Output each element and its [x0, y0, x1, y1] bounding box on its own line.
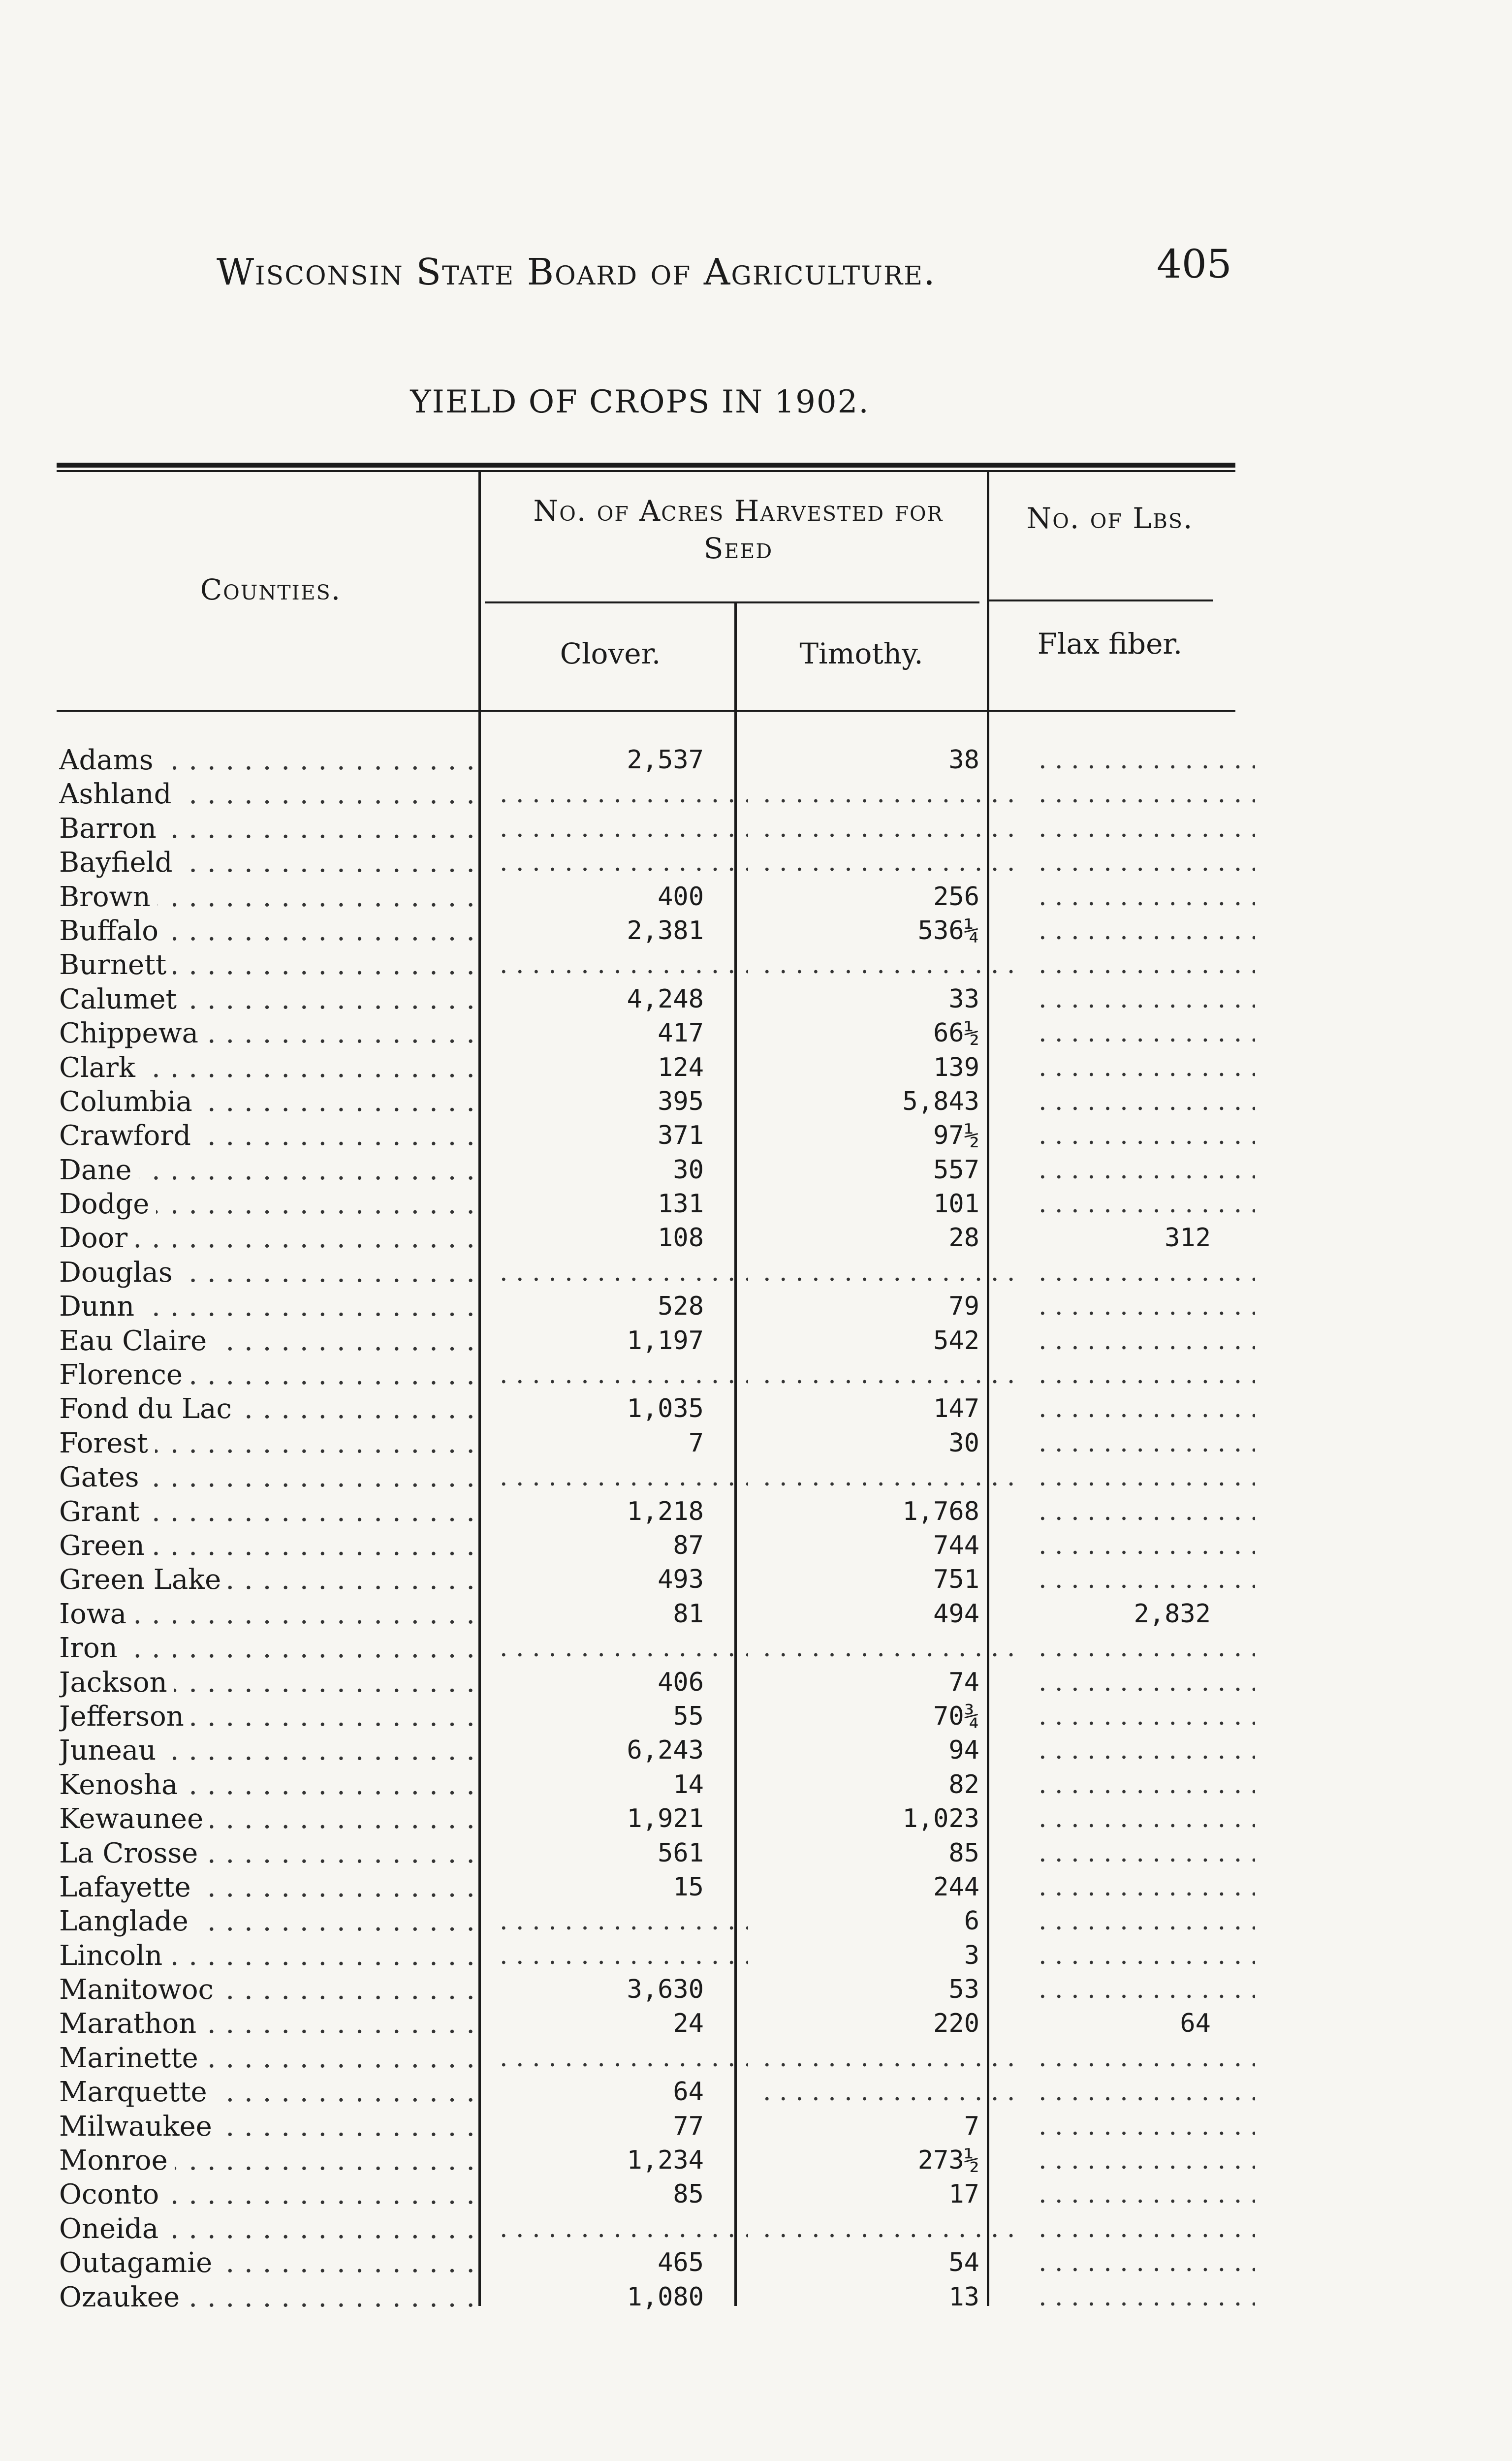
county-name: Oconto	[59, 2178, 166, 2210]
clover-value: 3,630	[627, 1975, 704, 2005]
table-row	[59, 1358, 1255, 1392]
clover-value: 400	[658, 882, 704, 912]
county-cell	[59, 914, 482, 948]
clover-value: 6,243	[627, 1735, 704, 1766]
running-head: Wisconsin State Board of Agriculture.	[217, 251, 936, 293]
timothy-value: 30	[948, 1428, 979, 1458]
table-row	[59, 2144, 1255, 2177]
timothy-value	[756, 2212, 1024, 2246]
timothy-value: 79	[948, 1292, 979, 1322]
county-name: Jefferson	[59, 1701, 191, 1733]
timothy-value: 244	[933, 1872, 979, 1902]
timothy-value: 273½	[917, 2145, 979, 2176]
timothy-value	[756, 1460, 1024, 1494]
county-name: Grant	[59, 1496, 146, 1528]
county-name: Crawford	[59, 1120, 198, 1152]
county-name: Green	[59, 1530, 152, 1562]
flax-value	[1031, 1392, 1255, 1426]
flax-value	[1031, 2144, 1255, 2177]
timothy-value: 1,023	[902, 1804, 979, 1834]
flax-value	[1031, 1802, 1255, 1836]
flax-value	[1031, 1563, 1255, 1597]
timothy-value: 6	[964, 1906, 979, 1936]
timothy-value: 53	[948, 1975, 979, 2005]
clover-value: 1,218	[627, 1496, 704, 1526]
clover-value: 371	[658, 1121, 704, 1151]
county-cell	[59, 1016, 482, 1050]
county-cell	[59, 1426, 482, 1460]
table-row	[59, 1495, 1255, 1529]
table-row	[59, 2246, 1255, 2280]
county-name: Florence	[59, 1359, 189, 1391]
clover-value: 1,080	[627, 2282, 704, 2312]
clover-value: 124	[658, 1052, 704, 1082]
county-name: Forest	[59, 1427, 155, 1459]
county-name: Gates	[59, 1461, 146, 1493]
flax-value	[1031, 1119, 1255, 1153]
county-cell	[59, 2280, 482, 2314]
flax-value	[1031, 1529, 1255, 1563]
timothy-value	[756, 1256, 1024, 1290]
timothy-value: 256	[933, 882, 979, 912]
flax-value	[1031, 1358, 1255, 1392]
timothy-value: 5,843	[902, 1086, 979, 1116]
clover-value: 417	[658, 1018, 704, 1048]
county-name: Ashland	[59, 778, 178, 810]
flax-value	[1031, 1153, 1255, 1187]
county-cell	[59, 1734, 482, 1767]
flax-value	[1031, 2280, 1255, 2314]
county-name: Outagamie	[59, 2247, 219, 2279]
county-cell	[59, 1187, 482, 1221]
timothy-value: 33	[948, 984, 979, 1014]
clover-value: 14	[673, 1769, 704, 1799]
county-cell	[59, 2110, 482, 2144]
county-name: Kenosha	[59, 1769, 185, 1801]
county-cell	[59, 1939, 482, 1973]
flax-value	[1031, 1016, 1255, 1050]
clover-value: 7	[688, 1428, 704, 1458]
table-row	[59, 1734, 1255, 1767]
clover-value: 87	[673, 1530, 704, 1560]
table-row	[59, 2075, 1255, 2109]
timothy-value: 557	[933, 1155, 979, 1185]
county-cell	[59, 846, 482, 880]
clover-value	[492, 1939, 748, 1973]
header-counties: Counties.	[200, 573, 342, 606]
county-name: Barron	[59, 813, 163, 845]
timothy-value: 66½	[933, 1018, 979, 1048]
timothy-value	[756, 2075, 1024, 2109]
county-cell	[59, 1973, 482, 2007]
clover-value: 77	[673, 2111, 704, 2141]
timothy-value: 13	[948, 2282, 979, 2312]
table-row	[59, 1256, 1255, 1290]
timothy-value	[756, 846, 1024, 880]
timothy-value	[756, 948, 1024, 982]
flax-value	[1031, 1187, 1255, 1221]
county-name: Dane	[59, 1154, 139, 1186]
clover-value	[492, 2041, 748, 2075]
county-name: Fond du Lac	[59, 1393, 239, 1425]
county-name: Iron	[59, 1632, 125, 1664]
county-cell	[59, 1563, 482, 1597]
table-row	[59, 1870, 1255, 1904]
table-row	[59, 1768, 1255, 1802]
table-row	[59, 982, 1255, 1016]
clover-value: 131	[658, 1189, 704, 1219]
county-name: Monroe	[59, 2145, 175, 2177]
county-cell	[59, 2144, 482, 2177]
flax-value	[1031, 1631, 1255, 1665]
county-name: Bayfield	[59, 847, 179, 879]
timothy-value: 147	[933, 1394, 979, 1424]
table-row	[59, 1153, 1255, 1187]
county-cell	[59, 2212, 482, 2246]
table-row	[59, 948, 1255, 982]
header-acres-harvested: No. of Acres Harvested for Seed	[533, 494, 944, 565]
clover-value: 81	[673, 1599, 704, 1629]
timothy-value: 3	[964, 1940, 979, 1970]
table-row	[59, 1700, 1255, 1734]
table-row	[59, 1051, 1255, 1085]
clover-value: 15	[673, 1872, 704, 1902]
table-row	[59, 1187, 1255, 1221]
clover-value	[492, 1256, 748, 1290]
county-cell	[59, 1256, 482, 1290]
county-name: Buffalo	[59, 915, 165, 947]
county-name: Douglas	[59, 1257, 180, 1289]
timothy-value: 94	[948, 1735, 979, 1766]
flax-value	[1031, 1460, 1255, 1494]
table-row	[59, 880, 1255, 914]
flax-value	[1031, 982, 1255, 1016]
clover-value: 64	[673, 2077, 704, 2107]
county-cell	[59, 948, 482, 982]
table-row	[59, 812, 1255, 846]
county-cell	[59, 2041, 482, 2075]
clover-value: 85	[673, 2179, 704, 2209]
table-row	[59, 1597, 1255, 1631]
flax-value	[1031, 777, 1255, 811]
table-row	[59, 1016, 1255, 1050]
timothy-value: 28	[948, 1223, 979, 1253]
flax-value	[1031, 914, 1255, 948]
county-name: Marinette	[59, 2042, 205, 2074]
county-name: Lafayette	[59, 1871, 198, 1903]
flax-value: 64	[1180, 2009, 1211, 2039]
county-cell	[59, 1768, 482, 1802]
county-name: Dunn	[59, 1291, 141, 1323]
county-name: Juneau	[59, 1735, 163, 1767]
flax-value	[1031, 1700, 1255, 1734]
timothy-value: 139	[933, 1052, 979, 1082]
clover-value: 55	[673, 1701, 704, 1731]
flax-value	[1031, 1904, 1255, 1938]
county-name: Lincoln	[59, 1940, 169, 1972]
flax-value	[1031, 880, 1255, 914]
timothy-value: 7	[964, 2111, 979, 2141]
county-name: Eau Claire	[59, 1325, 214, 1357]
timothy-value	[756, 1358, 1024, 1392]
table-row	[59, 1290, 1255, 1324]
clover-value	[492, 2212, 748, 2246]
county-cell	[59, 1324, 482, 1358]
county-cell	[59, 1392, 482, 1426]
flax-value: 312	[1165, 1223, 1211, 1253]
clover-value: 2,537	[627, 745, 704, 775]
clover-value	[492, 948, 748, 982]
flax-value	[1031, 2041, 1255, 2075]
table-row	[59, 914, 1255, 948]
clover-value: 24	[673, 2009, 704, 2039]
timothy-value: 38	[948, 745, 979, 775]
flax-value	[1031, 1256, 1255, 1290]
county-cell	[59, 1666, 482, 1700]
county-name: Oneida	[59, 2213, 165, 2245]
county-name: Calumet	[59, 983, 184, 1015]
county-cell	[59, 1836, 482, 1870]
table-row	[59, 777, 1255, 811]
timothy-value: 70¾	[933, 1701, 979, 1731]
flax-value	[1031, 743, 1255, 777]
county-cell	[59, 2246, 482, 2280]
clover-value: 30	[673, 1155, 704, 1185]
table-row	[59, 2280, 1255, 2314]
clover-value: 1,197	[627, 1325, 704, 1356]
table-row	[59, 2041, 1255, 2075]
table-row	[59, 1836, 1255, 1870]
county-cell	[59, 1904, 482, 1938]
clover-value	[492, 1460, 748, 1494]
county-cell	[59, 1358, 482, 1392]
county-name: Kewaunee	[59, 1803, 210, 1835]
flax-value	[1031, 1666, 1255, 1700]
table-row	[59, 1324, 1255, 1358]
clover-value	[492, 1904, 748, 1938]
timothy-value: 751	[933, 1565, 979, 1595]
clover-value: 395	[658, 1086, 704, 1116]
timothy-value: 101	[933, 1189, 979, 1219]
table-row	[59, 2177, 1255, 2211]
county-name: Manitowoc	[59, 1974, 220, 2006]
flax-value	[1031, 1734, 1255, 1767]
table-row	[59, 1939, 1255, 1973]
timothy-value	[756, 777, 1024, 811]
table-row	[59, 1529, 1255, 1563]
clover-value	[492, 1631, 748, 1665]
county-cell	[59, 1631, 482, 1665]
flax-value	[1031, 1836, 1255, 1870]
county-cell	[59, 1495, 482, 1529]
flax-value	[1031, 1495, 1255, 1529]
table-row	[59, 1221, 1255, 1255]
timothy-value	[756, 2041, 1024, 2075]
flax-value	[1031, 1085, 1255, 1119]
table-row	[59, 1392, 1255, 1426]
timothy-value: 17	[948, 2179, 979, 2209]
clover-value: 1,234	[627, 2145, 704, 2176]
timothy-value	[756, 812, 1024, 846]
flax-value	[1031, 1426, 1255, 1460]
county-name: Clark	[59, 1052, 142, 1084]
county-cell	[59, 1802, 482, 1836]
table-row	[59, 1460, 1255, 1494]
flax-value	[1031, 1939, 1255, 1973]
clover-value	[492, 777, 748, 811]
county-cell	[59, 812, 482, 846]
county-name: La Crosse	[59, 1837, 205, 1869]
clover-value	[492, 1358, 748, 1392]
county-name: Adams	[59, 744, 160, 776]
county-cell	[59, 1597, 482, 1631]
county-cell	[59, 2075, 482, 2109]
county-cell	[59, 1119, 482, 1153]
clover-value: 561	[658, 1838, 704, 1868]
county-cell	[59, 1153, 482, 1187]
clover-value: 1,921	[627, 1804, 704, 1834]
table-row	[59, 1085, 1255, 1119]
county-name: Brown	[59, 881, 158, 913]
header-timothy: Timothy.	[799, 637, 923, 670]
clover-value: 4,248	[627, 984, 704, 1014]
county-name: Green Lake	[59, 1564, 228, 1596]
flax-value	[1031, 1973, 1255, 2007]
flax-value	[1031, 2110, 1255, 2144]
flax-value	[1031, 1290, 1255, 1324]
county-cell	[59, 880, 482, 914]
top-double-rule-thick	[57, 463, 1235, 468]
county-name: Langlade	[59, 1905, 195, 1937]
timothy-value: 82	[948, 1769, 979, 1799]
timothy-value: 1,768	[902, 1496, 979, 1526]
county-name: Chippewa	[59, 1017, 205, 1049]
top-double-rule-thin	[57, 470, 1235, 472]
flax-value	[1031, 2075, 1255, 2109]
page-number: 405	[1157, 241, 1232, 287]
clover-value: 108	[658, 1223, 704, 1253]
timothy-value: 85	[948, 1838, 979, 1868]
timothy-value: 220	[933, 2009, 979, 2039]
county-rows	[59, 743, 1255, 2314]
county-name: Iowa	[59, 1598, 133, 1630]
clover-value: 2,381	[627, 915, 704, 946]
county-name: Columbia	[59, 1086, 199, 1118]
timothy-value: 97½	[933, 1121, 979, 1151]
clover-value: 493	[658, 1565, 704, 1595]
timothy-value: 74	[948, 1667, 979, 1697]
table-row	[59, 2110, 1255, 2144]
clover-value: 406	[658, 1667, 704, 1697]
county-cell	[59, 1085, 482, 1119]
clover-value: 528	[658, 1292, 704, 1322]
timothy-value: 744	[933, 1530, 979, 1560]
header-bottom-rule	[57, 710, 1235, 712]
county-cell	[59, 1460, 482, 1494]
flax-value: 2,832	[1134, 1599, 1211, 1629]
table-row	[59, 1631, 1255, 1665]
timothy-value: 54	[948, 2248, 979, 2278]
county-cell	[59, 1221, 482, 1255]
table-title: YIELD OF CROPS IN 1902.	[410, 384, 870, 420]
county-cell	[59, 2007, 482, 2041]
table-row	[59, 743, 1255, 777]
county-cell	[59, 1051, 482, 1085]
timothy-value: 536¼	[917, 915, 979, 946]
county-name: Dodge	[59, 1188, 156, 1220]
county-name: Ozaukee	[59, 2281, 187, 2313]
flax-value	[1031, 1051, 1255, 1085]
flax-value	[1031, 846, 1255, 880]
table-row	[59, 1904, 1255, 1938]
flax-value	[1031, 1324, 1255, 1358]
table-row	[59, 2007, 1255, 2041]
county-name: Marathon	[59, 2008, 203, 2040]
table-row	[59, 1563, 1255, 1597]
flax-value	[1031, 2177, 1255, 2211]
flax-value	[1031, 2246, 1255, 2280]
county-cell	[59, 743, 482, 777]
clover-value: 1,035	[627, 1394, 704, 1424]
header-number-of-lbs: No. of Lbs.	[1026, 502, 1194, 535]
table-row	[59, 1666, 1255, 1700]
table-row	[59, 2212, 1255, 2246]
header-clover: Clover.	[560, 637, 661, 670]
header-flax-fiber: Flax fiber.	[1037, 627, 1183, 661]
county-cell	[59, 982, 482, 1016]
subheader-rule-acres	[485, 601, 979, 603]
county-name: Jackson	[59, 1667, 174, 1699]
timothy-value: 494	[933, 1599, 979, 1629]
county-name: Burnett	[59, 949, 173, 981]
table-row	[59, 846, 1255, 880]
county-cell	[59, 1870, 482, 1904]
table-row	[59, 1426, 1255, 1460]
county-name: Milwaukee	[59, 2111, 219, 2143]
table-row	[59, 1802, 1255, 1836]
county-name: Door	[59, 1222, 134, 1254]
flax-value	[1031, 2212, 1255, 2246]
flax-value	[1031, 948, 1255, 982]
timothy-value: 542	[933, 1325, 979, 1356]
clover-value	[492, 812, 748, 846]
timothy-value	[756, 1631, 1024, 1665]
table-row	[59, 1119, 1255, 1153]
county-cell	[59, 777, 482, 811]
county-cell	[59, 1700, 482, 1734]
flax-value	[1031, 1768, 1255, 1802]
county-name: Marquette	[59, 2076, 214, 2108]
county-cell	[59, 1529, 482, 1563]
subheader-rule-lbs	[989, 599, 1213, 601]
county-cell	[59, 2177, 482, 2211]
flax-value	[1031, 812, 1255, 846]
flax-value	[1031, 1870, 1255, 1904]
table-row	[59, 1973, 1255, 2007]
clover-value: 465	[658, 2248, 704, 2278]
clover-value	[492, 846, 748, 880]
county-cell	[59, 1290, 482, 1324]
